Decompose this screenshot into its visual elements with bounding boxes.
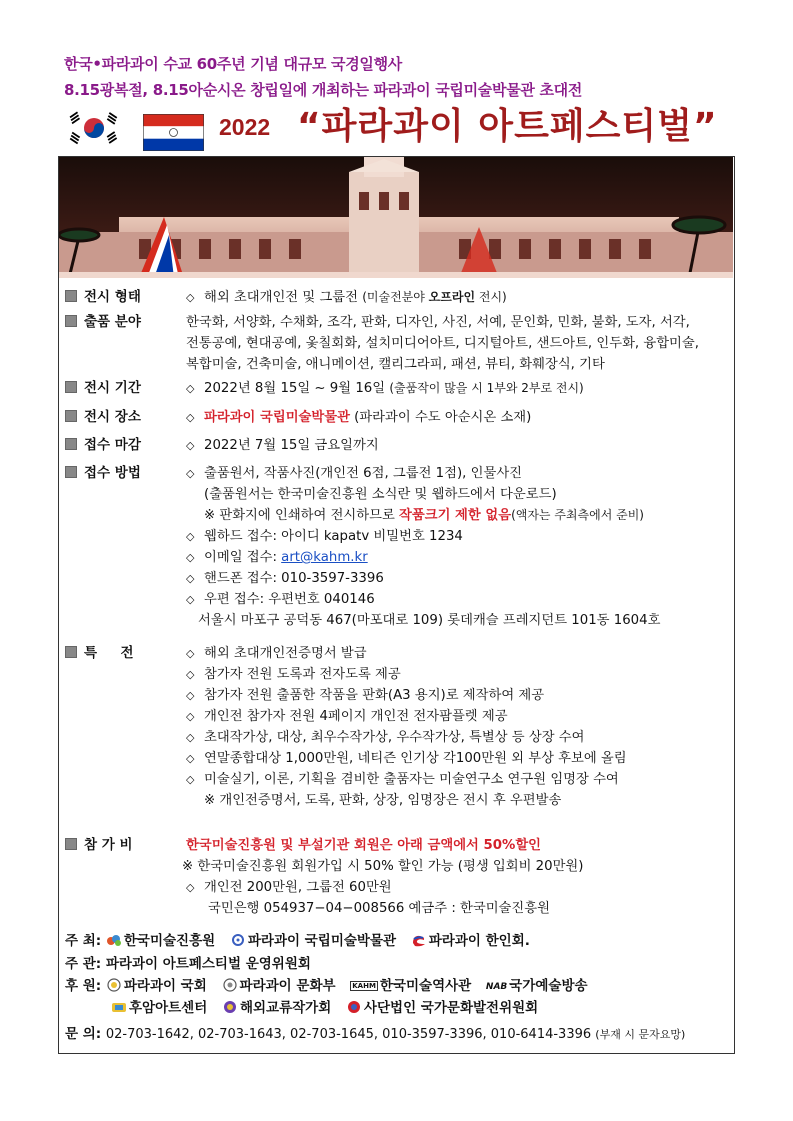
supervisor-org: 파라과이 아트페스티벌 운영위원회	[105, 956, 311, 972]
venue-text: ◇ 파라과이 국립미술박물관 (파라과이 수도 아순시온 소재)	[186, 407, 729, 428]
fee-price: ◇ 개인전 200만원, 그룹전 60만원	[186, 877, 729, 898]
label-deadline: 접수 마감	[84, 437, 141, 453]
paraguay-flag-icon	[143, 114, 204, 151]
poster-frame	[58, 156, 735, 1054]
korea-flag-icon	[66, 108, 122, 148]
method-documents: ◇ 출품원서, 작품사진(개인전 6점, 그룹전 1점), 인물사진	[186, 463, 729, 484]
categories-line: 한국화, 서양화, 수채화, 조각, 판화, 디자인, 사진, 서예, 문인화, 민화, 불화, 도자, 서각,	[186, 315, 690, 330]
host-label: 주 최:	[65, 933, 102, 949]
method-print-note: ※ 판화지에 인쇄하여 전시하므로 작품크기 제한 없음(액자는 주최측에서 준비)	[204, 508, 644, 523]
method-phone: ◇ 핸드폰 접수: 010-3597-3396	[186, 568, 729, 589]
culture-ministry-logo-icon	[222, 978, 238, 992]
method-download-note: (출품원서는 한국미술진흥원 소식란 및 웹하드에서 다운로드)	[204, 487, 557, 502]
sponsor-org: 해외교류작가회	[239, 1000, 332, 1016]
huam-art-center-logo-icon	[111, 1000, 127, 1014]
label-categories: 출품 분야	[84, 314, 141, 330]
bullet-square-icon	[65, 410, 77, 422]
kahm-logo-icon: KAHM	[352, 982, 376, 990]
deadline-text: ◇ 2022년 7월 15일 금요일까지	[186, 435, 729, 456]
header-subtitle-2: 8.15광복절, 8.15아순시온 창립일에 개최하는 파라과이 국립미술박물관 초대전	[64, 81, 583, 99]
contact-numbers: 02-703-1642, 02-703-1643, 02-703-1645, 010-3597-3396, 010-6414-3396	[105, 1027, 596, 1042]
benefit-item: ◇ 참가자 전원 도록과 전자도록 제공	[186, 664, 729, 685]
method-email: ◇ 이메일 접수: art@kahm.kr	[186, 547, 729, 568]
categories-line: 전통공예, 현대공예, 옻칠회화, 설치미디어아트, 디지털아트, 샌드아트, 인두화, 융합미술,	[186, 336, 699, 351]
culture-committee-logo-icon	[346, 1000, 362, 1014]
bullet-square-icon	[65, 381, 77, 393]
contact-row	[65, 1023, 685, 1046]
benefit-note: ※ 개인전증명서, 도록, 판화, 상장, 임명장은 전시 후 우편발송	[204, 793, 562, 808]
korean-association-logo-icon	[411, 933, 427, 947]
benefit-item: ◇ 연말종합대상 1,000만원, 네티즌 인기상 각100만원 외 부상 후보에 올림	[186, 748, 729, 769]
fee-bank-account: 국민은행 054937−04−008566 예금주 : 한국미술진흥원	[208, 901, 550, 916]
host-org: 파라과이 국립미술박물관	[247, 933, 397, 949]
sponsor-org: 한국미술역사관	[379, 978, 472, 994]
method-address: 서울시 마포구 공덕동 467(마포대로 109) 롯데캐슬 프레지던트 101동 1604호	[198, 613, 661, 628]
exchange-artists-logo-icon	[222, 1000, 238, 1014]
exhibition-type-text: ◇ 해외 초대개인전 및 그룹전 (미술전분야 오프라인 전시)	[186, 287, 729, 308]
method-post: ◇ 우편 접수: 우편번호 040146	[186, 589, 729, 610]
host-org: 한국미술진흥원	[123, 933, 216, 949]
kart-promotion-logo-icon	[106, 933, 122, 947]
sponsor-org: 사단법인 국가문화발전위원회	[363, 1000, 539, 1016]
benefit-item: ◇ 해외 초대개인전증명서 발급	[186, 643, 729, 664]
label-exhibition-type: 전시 형태	[84, 289, 141, 305]
sponsor-label: 후 원:	[65, 978, 102, 994]
header-subtitle-1: 한국•파라과이 수교 60주년 기념 대규모 국경일행사	[64, 55, 402, 73]
title-year: 2022	[219, 114, 271, 140]
email-link[interactable]: art@kahm.kr	[281, 550, 368, 565]
fee-discount: 한국미술진흥원 및 부설기관 회원은 아래 금액에서 50%할인	[186, 838, 542, 853]
benefit-item: ◇ 참가자 전원 출품한 작품을 판화(A3 용지)로 제작하여 제공	[186, 685, 729, 706]
label-benefits: 특 전	[84, 645, 134, 661]
sponsor-org: 국가예술방송	[509, 978, 588, 994]
museum-logo-icon	[230, 933, 246, 947]
sponsor-org: 파라과이 문화부	[239, 978, 336, 994]
benefit-item: ◇ 미술실기, 이론, 기획을 겸비한 출품자는 미술연구소 연구원 임명장 수여	[186, 769, 729, 790]
benefit-item: ◇ 초대작가상, 대상, 최우수작가상, 우수작가상, 특별상 등 상장 수여	[186, 727, 729, 748]
bullet-square-icon	[65, 466, 77, 478]
museum-photo-banner	[59, 157, 733, 278]
bullet-square-icon	[65, 438, 77, 450]
host-row: 주 최: 한국미술진흥원 파라과이 국립미술박물관 파라과이 한인회.	[65, 933, 530, 949]
host-org: 파라과이 한인회	[428, 933, 525, 949]
label-fee: 참 가 비	[84, 837, 133, 853]
bullet-square-icon	[65, 290, 77, 302]
bullet-square-icon	[65, 838, 77, 850]
bullet-square-icon	[65, 646, 77, 658]
sponsor-row-2	[111, 997, 548, 1019]
period-text: ◇ 2022년 8월 15일 ~ 9월 16일 (출품작이 많을 시 1부와 2부로 전시)	[186, 378, 729, 399]
supervisor-row	[65, 953, 311, 975]
benefit-item: ◇ 개인전 참가자 전원 4페이지 개인전 전자팜플렛 제공	[186, 706, 729, 727]
national-assembly-logo-icon	[106, 978, 122, 992]
page-title: “파라과이 아트페스티벌”	[297, 106, 718, 147]
sponsor-org: 파라과이 국회	[123, 978, 207, 994]
method-webhard: ◇ 웹하드 접수: 아이디 kapatv 비밀번호 1234	[186, 526, 729, 547]
fee-membership-note: ※ 한국미술진흥원 회원가입 시 50% 할인 가능 (평생 입회비 20만원)	[182, 859, 584, 874]
sponsor-row-1	[65, 975, 598, 998]
supervisor-label: 주 관:	[65, 956, 102, 972]
label-method: 접수 방법	[84, 465, 141, 481]
label-period: 전시 기간	[84, 380, 141, 396]
label-venue: 전시 장소	[84, 409, 141, 425]
bullet-square-icon	[65, 315, 77, 327]
categories-line: 복합미술, 건축미술, 애니메이션, 캘리그라피, 패션, 뷰티, 화훼장식, 기타	[186, 357, 605, 372]
sponsor-org: 후암아트센터	[129, 1000, 208, 1016]
contact-note: (부재 시 문자요망)	[595, 1028, 686, 1041]
nab-logo-icon: NAB	[485, 982, 508, 992]
contact-label: 문 의:	[65, 1026, 102, 1042]
